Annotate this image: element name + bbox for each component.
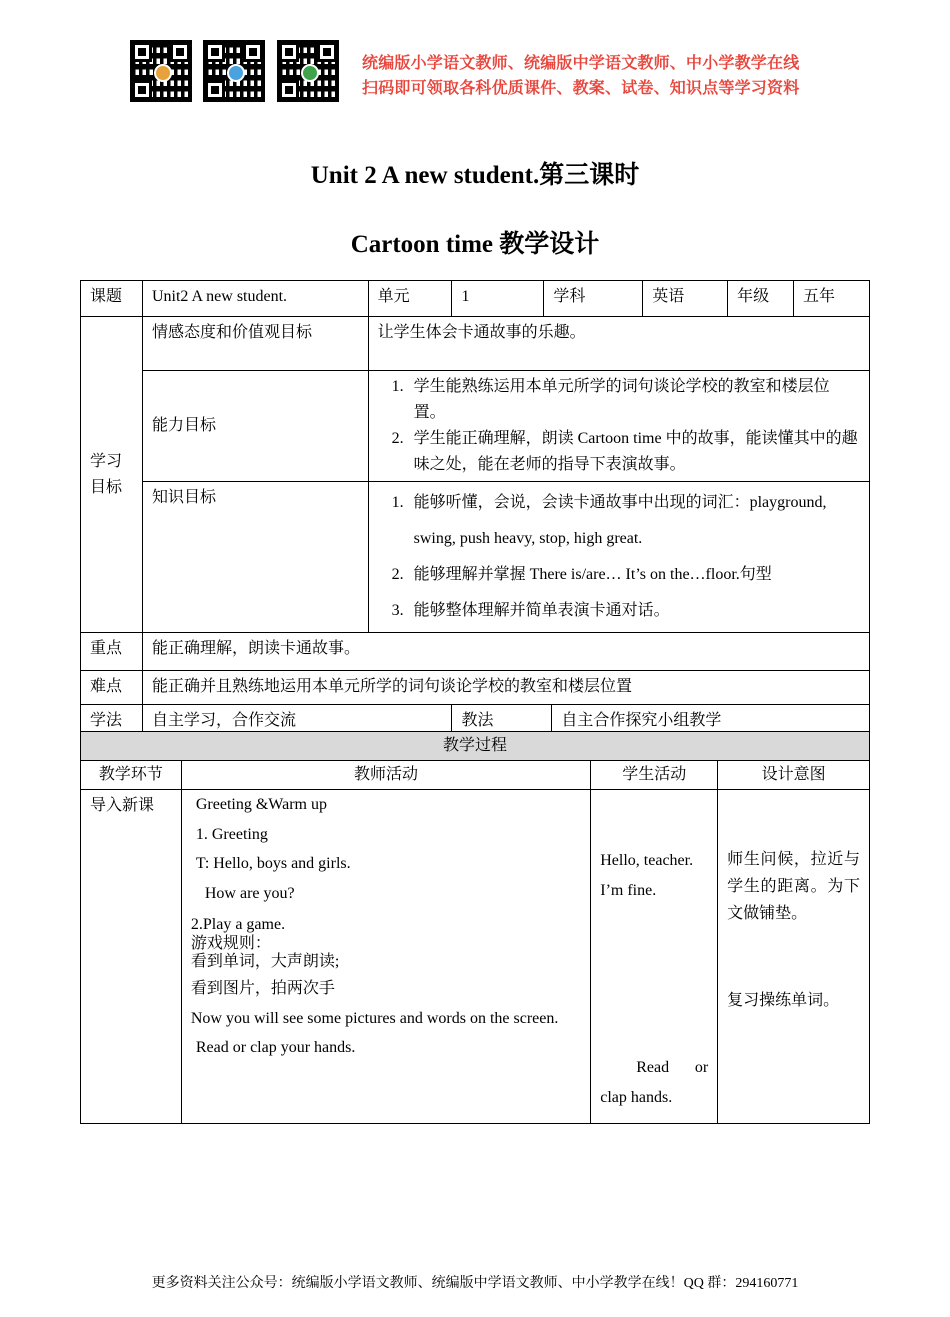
column-header: 教师活动 xyxy=(181,761,590,790)
difficulty-label: 难点 xyxy=(81,671,143,705)
teacher-line: Now you will see some pictures and words on the screen. xyxy=(190,1009,559,1027)
banner-line: 统编版小学语文教师、统编版中学语文教师、中小学教学在线 xyxy=(362,53,800,72)
student-line: Read or clap hands. xyxy=(600,1059,709,1106)
column-header: 设计意图 xyxy=(718,761,870,790)
teacher-line: Read or clap your hands. xyxy=(195,1039,356,1056)
page-title: Unit 2 A new student.第三课时 xyxy=(310,162,640,189)
qr-code-icon xyxy=(205,42,263,100)
difficulty-text: 能正确并且熟练地运用本单元所学的词句谈论学校的教室和楼层位置 xyxy=(142,671,869,705)
teacher-line: 游戏规则： xyxy=(190,935,271,952)
knowledge-item: 3. 能够整体理解并简单表演卡通对话。 xyxy=(408,593,860,629)
design-intent xyxy=(718,790,870,1124)
ability-item: 2. 学生能正确理解，朗读 Cartoon time 中的故事，能读懂其中的趣味之处，能在老师的指导下表演故事。 xyxy=(408,426,860,478)
header-banner xyxy=(362,50,799,100)
lesson-info-table xyxy=(80,280,870,739)
teacher-line: Greeting &Warm up xyxy=(195,796,327,813)
student-activity xyxy=(591,790,718,1124)
qr-code-icon xyxy=(279,42,337,100)
key-label: 重点 xyxy=(81,633,143,671)
teacher-line: 看到图片，拍两次手 xyxy=(190,980,335,997)
topic-label: 课题 xyxy=(81,281,143,317)
teacher-line: 1. Greeting xyxy=(195,825,268,843)
knowledge-label: 知识目标 xyxy=(142,482,368,633)
knowledge-goals xyxy=(368,482,869,633)
subject-label: 学科 xyxy=(544,281,643,317)
student-line: I’m fine. xyxy=(600,881,657,899)
topic-value: Unit2 A new student. xyxy=(142,281,368,317)
process-title: 教学过程 xyxy=(81,732,870,761)
teacher-line: How are you? xyxy=(204,884,295,902)
teaching-method-label: 教法 xyxy=(452,705,552,739)
learning-method-text: 自主学习，合作交流 xyxy=(142,705,452,739)
objectives-label-line: 目标 xyxy=(90,478,123,496)
column-header: 学生活动 xyxy=(591,761,718,790)
teacher-line: T: Hello, boys and girls. xyxy=(195,855,351,872)
knowledge-item: 1. 能够听懂，会说，会读卡通故事中出现的词汇：playground, swing, push heavy, stop, high great. xyxy=(408,485,860,557)
ability-item: 1. 学生能熟练运用本单元所学的词句谈论学校的教室和楼层位置。 xyxy=(408,374,860,426)
subject-value: 英语 xyxy=(643,281,728,317)
teaching-method-text: 自主合作探究小组教学 xyxy=(552,705,870,739)
emotion-text: 让学生体会卡通故事的乐趣。 xyxy=(368,317,869,371)
teaching-process-table xyxy=(80,731,870,1124)
grade-label: 年级 xyxy=(728,281,794,317)
unit-label: 单元 xyxy=(368,281,452,317)
page-footer: 更多资料关注公众号：统编版小学语文教师、统编版中学语文教师、中小学教学在线！QQ 群：294160771 xyxy=(151,1276,799,1291)
student-line: Hello, teacher. xyxy=(600,852,694,869)
teacher-activity xyxy=(181,790,590,1124)
learning-method-label: 学法 xyxy=(81,705,143,739)
knowledge-item: 2. 能够理解并掌握 There is/are… It’s on the…floor.句型 xyxy=(408,557,860,593)
stage-cell: 导入新课 xyxy=(81,790,182,1124)
objectives-label-line: 学习 xyxy=(90,452,123,470)
intent-text: 复习操练单词。 xyxy=(727,992,840,1009)
banner-line: 扫码即可领取各科优质课件、教案、试卷、知识点等学习资料 xyxy=(362,78,800,97)
ability-goals xyxy=(368,371,869,482)
intent-text: 师生问候，拉近与学生的距离。为下文做铺垫。 xyxy=(727,851,860,922)
teacher-line: 2.Play a game. xyxy=(190,916,286,933)
qr-code-icon xyxy=(132,42,190,100)
grade-value: 五年 xyxy=(794,281,870,317)
ability-label: 能力目标 xyxy=(142,371,368,482)
key-text: 能正确理解，朗读卡通故事。 xyxy=(142,633,869,671)
teacher-line: 看到单词，大声朗读; xyxy=(190,953,340,970)
page-subtitle: Cartoon time 教学设计 xyxy=(350,231,600,258)
unit-value: 1 xyxy=(452,281,544,317)
column-header: 教学环节 xyxy=(81,761,182,790)
emotion-label: 情感态度和价值观目标 xyxy=(142,317,368,371)
objectives-label xyxy=(81,317,143,633)
